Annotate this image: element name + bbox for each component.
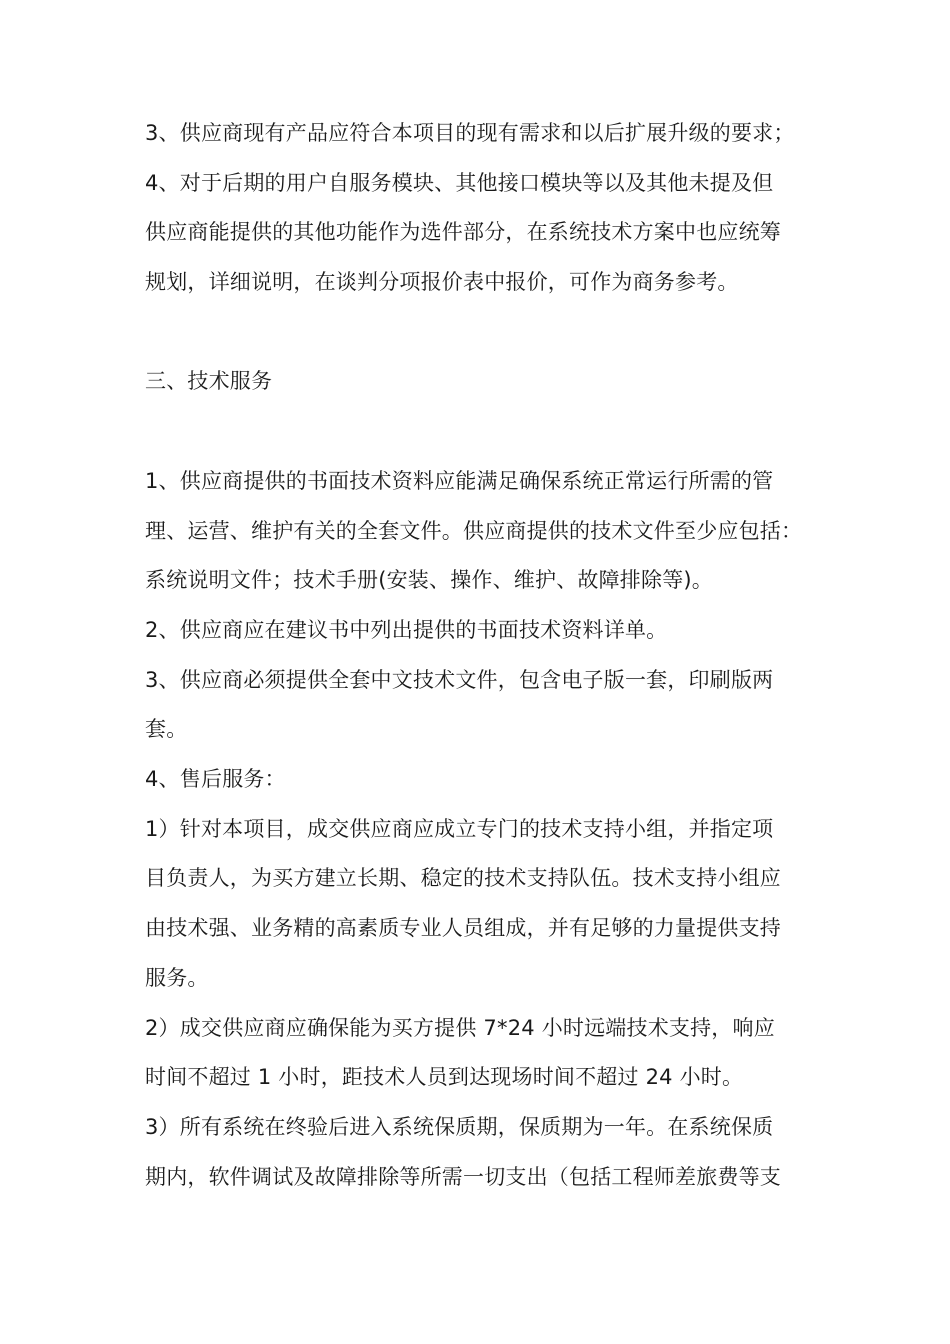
text-line-subitem-3: 3）所有系统在终验后进入系统保质期，保质期为一年。在系统保质 bbox=[145, 1115, 774, 1139]
section-heading-technical-service: 三、技术服务 bbox=[145, 369, 273, 393]
text-line: 由技术强、业务精的高素质专业人员组成，并有足够的力量提供支持 bbox=[145, 916, 781, 940]
text-line: 期内，软件调试及故障排除等所需一切支出（包括工程师差旅费等支 bbox=[145, 1165, 781, 1189]
text-line: 目负责人，为买方建立长期、稳定的技术支持队伍。技术支持小组应 bbox=[145, 866, 781, 890]
text-line-item-4: 4、售后服务： bbox=[145, 767, 286, 791]
text-line-requirement-3: 3、供应商现有产品应符合本项目的现有需求和以后扩展升级的要求； bbox=[145, 121, 795, 145]
text-line-subitem-2: 2）成交供应商应确保能为买方提供 7*24 小时远端技术支持，响应 bbox=[145, 1016, 775, 1040]
text-line-requirement-4: 4、对于后期的用户自服务模块、其他接口模块等以及其他未提及但 bbox=[145, 171, 774, 195]
text-line-item-2: 2、供应商应在建议书中列出提供的书面技术资料详单。 bbox=[145, 618, 668, 642]
text-line: 服务。 bbox=[145, 966, 209, 990]
text-line: 供应商能提供的其他功能作为选件部分，在系统技术方案中也应统筹 bbox=[145, 220, 781, 244]
text-line-subitem-1: 1）针对本项目，成交供应商应成立专门的技术支持小组，并指定项 bbox=[145, 817, 774, 841]
text-line: 规划，详细说明，在谈判分项报价表中报价，可作为商务参考。 bbox=[145, 270, 739, 294]
text-line-item-3: 3、供应商必须提供全套中文技术文件，包含电子版一套，印刷版两 bbox=[145, 668, 774, 692]
text-line: 理、运营、维护有关的全套文件。供应商提供的技术文件至少应包括： bbox=[145, 519, 803, 543]
text-line: 系统说明文件；技术手册(安装、操作、维护、故障排除等)。 bbox=[145, 568, 713, 592]
text-line-item-1: 1、供应商提供的书面技术资料应能满足确保系统正常运行所需的管 bbox=[145, 469, 774, 493]
text-line: 套。 bbox=[145, 717, 188, 741]
text-line: 时间不超过 1 小时，距技术人员到达现场时间不超过 24 小时。 bbox=[145, 1065, 744, 1089]
